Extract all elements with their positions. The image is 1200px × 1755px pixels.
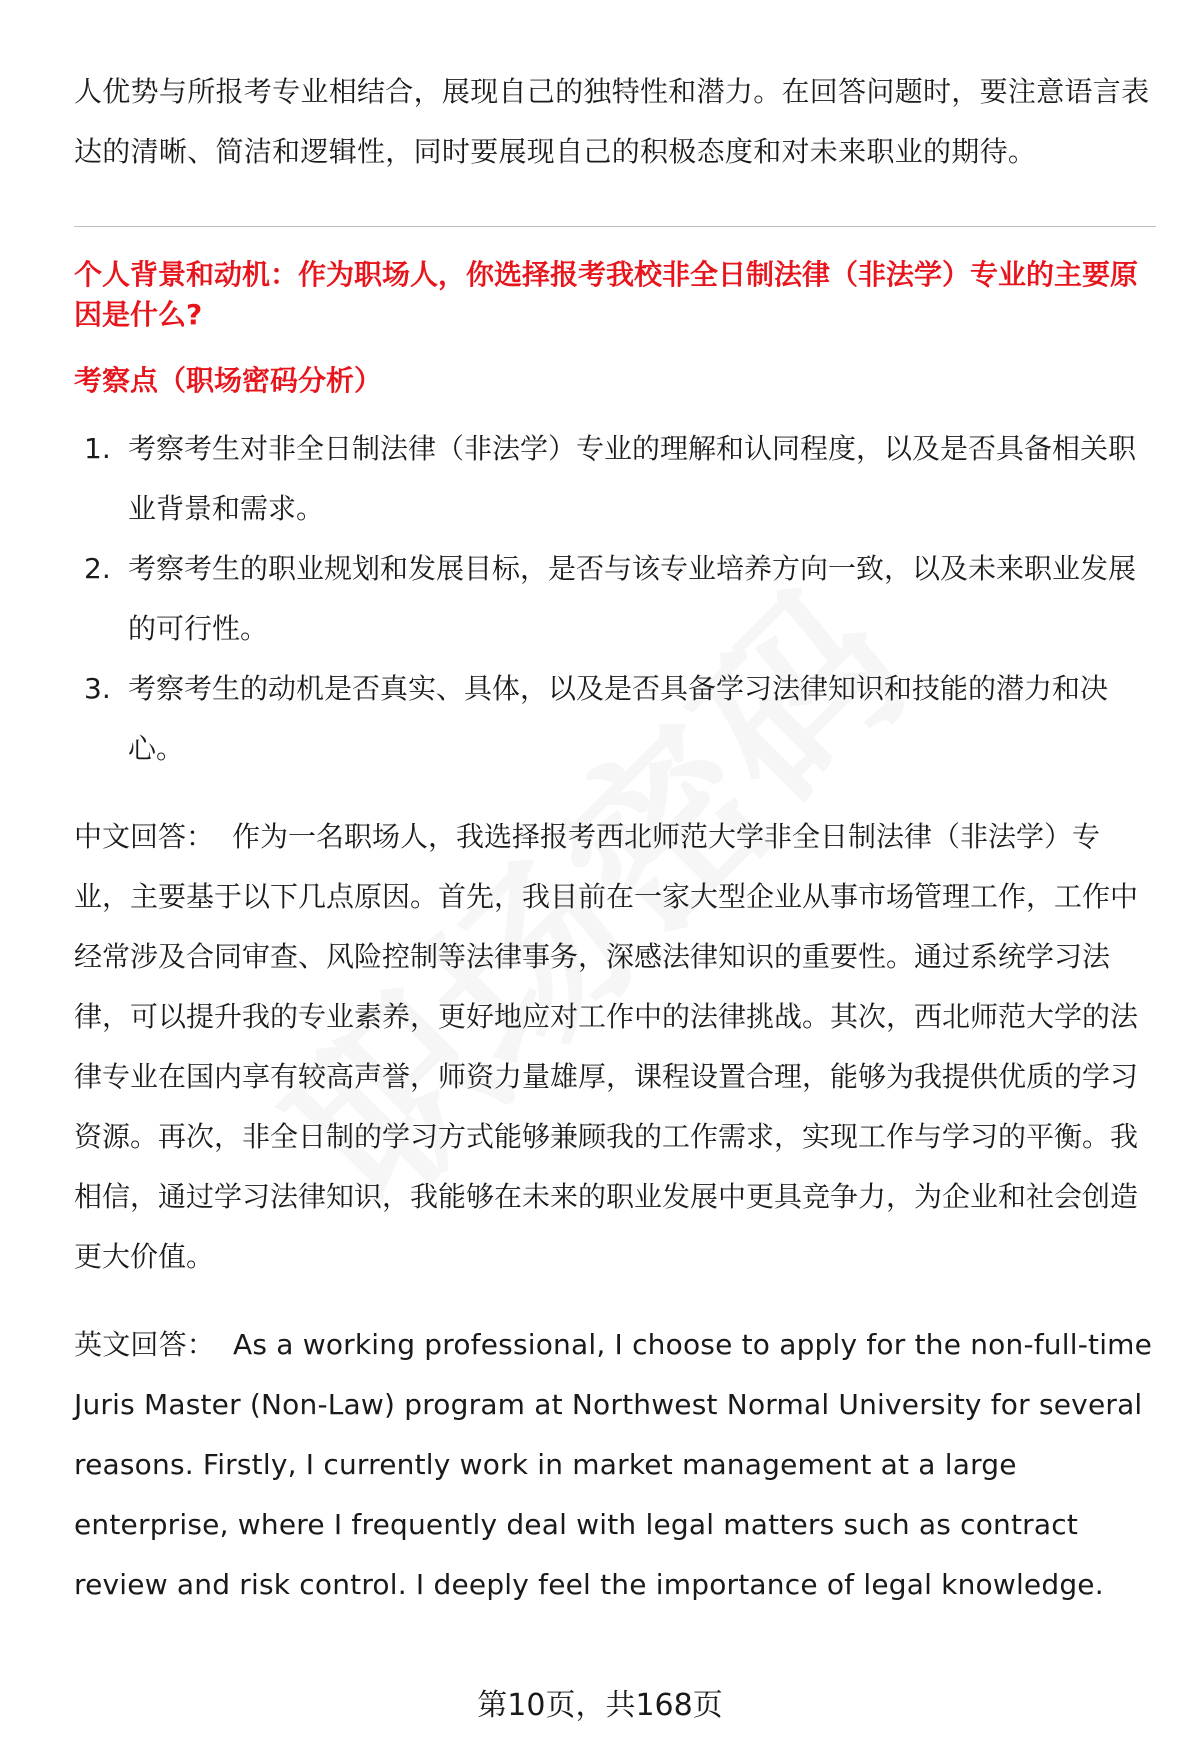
section-divider xyxy=(74,226,1156,227)
question-heading: 个人背景和动机：作为职场人，你选择报考我校非全日制法律（非法学）专业的主要原因是什么? xyxy=(74,258,1139,331)
english-answer-text: As a working professional, I choose to apply for the non-full-time Juris Master (Non-Law) program at Northwest Normal University for several reasons. Firstly, I currently work in market management at a large enterprise, where I frequently deal with legal matters such as contract review and risk control. I deeply feel the importance of legal knowledge. xyxy=(74,1328,1153,1601)
point-text: 考察考生对非全日制法律（非法学）专业的理解和认同程度，以及是否具备相关职业背景和需求。 xyxy=(128,432,1137,525)
english-answer xyxy=(74,1315,1156,1615)
point-number: 3. xyxy=(84,672,111,705)
assessment-heading: 考察点（职场密码分析） xyxy=(74,364,383,397)
assessment-point xyxy=(74,419,1156,539)
chinese-answer xyxy=(74,807,1156,1287)
point-number: 2. xyxy=(84,552,111,585)
chinese-answer-label: 中文回答： xyxy=(74,820,215,853)
intro-paragraph: 人优势与所报考专业相结合，展现自己的独特性和潜力。在回答问题时，要注意语言表达的清晰、简洁和逻辑性，同时要展现自己的积极态度和对未来职业的期待。 xyxy=(74,75,1150,168)
english-answer-label: 英文回答： xyxy=(74,1328,216,1361)
page-footer: 第10页，共168页 xyxy=(477,1688,723,1723)
assessment-points-list xyxy=(74,419,1156,779)
assessment-point xyxy=(74,659,1156,779)
document-page xyxy=(74,62,1156,1615)
chinese-answer-text: 作为一名职场人，我选择报考西北师范大学非全日制法律（非法学）专业，主要基于以下几点原因。首先，我目前在一家大型企业从事市场管理工作，工作中经常涉及合同审查、风险控制等法律事务，深感法律知识的重要性。通过系统学习法律，可以提升我的专业素养，更好地应对工作中的法律挑战。其次，西北师范大学的法律专业在国内享有较高声誉，师资力量雄厚，课程设置合理，能够为我提供优质的学习资源。再次，非全日制的学习方式能够兼顾我的工作需求，实现工作与学习的平衡。我相信，通过学习法律知识，我能够在未来的职业发展中更具竞争力，为企业和社会创造更大价值。 xyxy=(74,820,1139,1273)
point-text: 考察考生的动机是否真实、具体，以及是否具备学习法律知识和技能的潜力和决心。 xyxy=(128,672,1109,765)
point-text: 考察考生的职业规划和发展目标，是否与该专业培养方向一致，以及未来职业发展的可行性。 xyxy=(128,552,1137,645)
assessment-point xyxy=(74,539,1156,659)
point-number: 1. xyxy=(84,432,111,465)
